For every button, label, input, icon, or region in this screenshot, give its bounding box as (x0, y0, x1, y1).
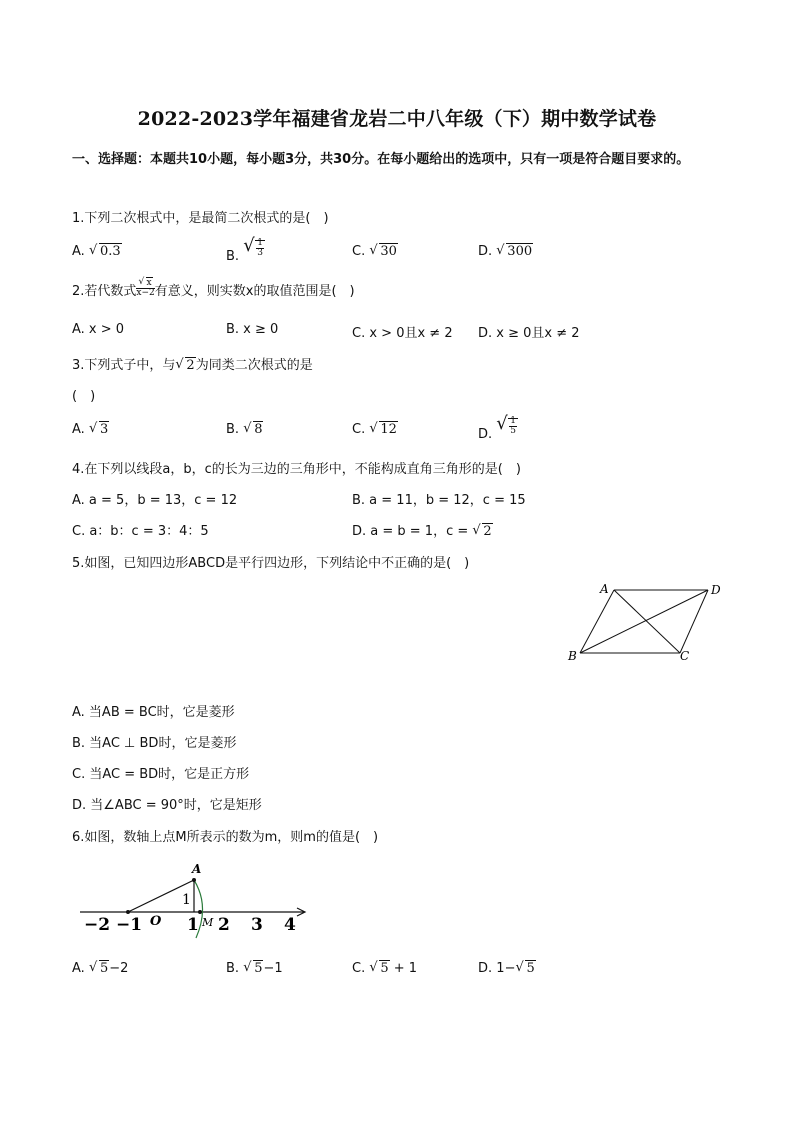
point-a-dot (192, 878, 196, 882)
q1-option-a-radical: √ 0.3 (89, 244, 122, 259)
q1-option-a[interactable] (72, 244, 122, 259)
q3-option-b-radical: √ 8 (243, 422, 263, 437)
q3-option-a-radical: √ 3 (89, 422, 109, 437)
edge-cd (680, 590, 708, 653)
q3-option-a-label: A. (72, 422, 85, 437)
question-6-stem: 6.如图，数轴上点M所表示的数为m，则m的值是( ) (72, 830, 379, 845)
q3-option-d-label: D. (478, 427, 493, 442)
q6-option-a[interactable]: A. √ 5−2 (72, 961, 128, 976)
tick-label-minus-1: −1 (116, 915, 143, 935)
question-5-stem: 5.如图，已知四边形ABCD是平行四边形，下列结论中不正确的是( ) (72, 556, 470, 571)
q3-option-d[interactable] (478, 414, 518, 442)
q3-option-a[interactable] (72, 422, 109, 437)
q2-option-b[interactable]: B. x ≥ 0 (226, 322, 279, 337)
q1-option-c-radical: √ 30 (369, 244, 398, 259)
q1-option-a-label: A. (72, 244, 85, 259)
diagonal-bd (580, 590, 708, 653)
q5-option-c[interactable]: C. 当AC = BD时，它是正方形 (72, 767, 250, 782)
vertex-c-label: C (680, 649, 690, 663)
point-m-label: M (202, 916, 214, 929)
page-title: 2022-2023学年福建省龙岩二中八年级（下）期中数学试卷 (137, 108, 657, 130)
q3-option-c-radical: √ 12 (369, 422, 398, 437)
side-length-label: 1 (182, 892, 191, 908)
question-3-stem: 3.下列式子中，与√ 2为同类二次根式的是 (72, 354, 313, 373)
q2-option-d[interactable]: D. x ≥ 0且x ≠ 2 (478, 326, 580, 341)
q4-option-d-radical: √ 2 (472, 524, 492, 539)
q3-stem-radical: √ 2 (175, 358, 195, 373)
tick-label-2: 2 (218, 915, 230, 935)
q5-option-b[interactable]: B. 当AC ⊥ BD时，它是菱形 (72, 736, 237, 751)
question-4-stem: 4.在下列以线段a，b，c的长为三边的三角形中，不能构成直角三角形的是( ) (72, 462, 521, 477)
q3-option-d-radical (496, 414, 518, 436)
point-minus-one-dot (126, 910, 130, 914)
q2-fraction: √ $\frac{x}{x-2}$ (136, 279, 154, 298)
tick-label-3: 3 (251, 915, 263, 935)
q1-option-b-radical (243, 236, 265, 258)
tick-label-4: 4 (284, 915, 296, 935)
q6-option-b-radical: √ 5 (243, 961, 263, 976)
q1-option-b-fraction: √ $\frac{1}{3}$ (257, 238, 263, 258)
q3-option-d-fraction: √ $\frac{1}{5}$ (510, 416, 517, 436)
vertex-d-label: D (711, 583, 721, 597)
q5-option-a[interactable]: A. 当AB = BC时，它是菱形 (72, 705, 235, 720)
q3-option-c-label: C. (352, 422, 366, 437)
q6-option-d[interactable]: D. 1−√ 5 (478, 961, 536, 976)
diagonal-ac (614, 590, 680, 653)
point-m-dot (198, 910, 202, 914)
tick-label-minus-2: −2 (84, 915, 111, 935)
origin-label: O (150, 914, 162, 929)
point-a-label: A (192, 862, 202, 876)
q1-option-b[interactable] (226, 236, 265, 264)
q1-option-c-label: C. (352, 244, 366, 259)
q1-option-d-label: D. (478, 244, 493, 259)
q3-option-b-label: B. (226, 422, 240, 437)
q4-option-a[interactable]: A. a = 5，b = 13，c = 12 (72, 493, 238, 508)
q1-option-c[interactable] (352, 244, 398, 259)
q2-option-a[interactable]: A. x > 0 (72, 322, 125, 337)
question-1-stem: 1.下列二次根式中，是最简二次根式的是( ) (72, 211, 329, 226)
q4-option-d[interactable]: D. a = b = 1，c = √ 2 (352, 520, 493, 539)
q6-option-b[interactable]: B. √ 5−1 (226, 961, 283, 976)
q6-option-c[interactable]: C. √ 5 + 1 (352, 961, 417, 976)
q6-option-c-radical: √ 5 (369, 961, 389, 976)
number-line-figure (76, 858, 312, 940)
question-3-paren: ( ) (72, 389, 96, 404)
q6-option-d-radical: √ 5 (515, 961, 535, 976)
section-heading: 一、选择题：本题共10小题，每小题3分，共30分。在每小题给出的选项中，只有一项是符合题目要求的。 (72, 152, 690, 167)
q3-option-b[interactable] (226, 422, 263, 437)
q3-option-c[interactable] (352, 422, 398, 437)
q4-option-b[interactable]: B. a = 11，b = 12，c = 15 (352, 493, 526, 508)
tick-label-1: 1 (187, 915, 199, 935)
question-2-stem: 2.若代数式 √ $\frac{x}{x-2}$ 有意义，则实数x的取值范围是( ) (72, 280, 355, 301)
parallelogram-figure (560, 578, 730, 668)
q1-option-b-label: B. (226, 249, 240, 264)
q5-option-d[interactable]: D. 当∠ABC = 90°时，它是矩形 (72, 798, 262, 813)
q4-option-c[interactable]: C. a：b：c = 3：4：5 (72, 524, 209, 539)
q1-option-d-radical: √ 300 (496, 244, 533, 259)
edge-ab (580, 590, 614, 653)
vertex-a-label: A (600, 582, 609, 596)
q6-option-a-radical: √ 5 (89, 961, 109, 976)
vertex-b-label: B (568, 649, 577, 663)
q1-option-d[interactable] (478, 244, 533, 259)
q2-option-c[interactable]: C. x > 0且x ≠ 2 (352, 326, 453, 341)
